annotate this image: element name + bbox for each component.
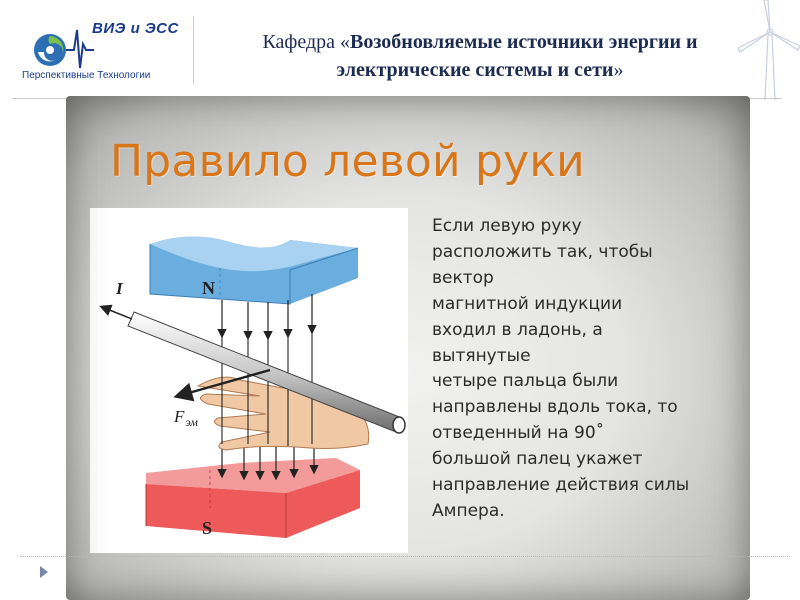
- department-title: [200, 28, 760, 84]
- rule-line: Если левую руку: [432, 216, 582, 236]
- left-hand: [198, 377, 369, 450]
- current-label: I: [116, 279, 123, 298]
- rule-line: магнитной индукции: [432, 293, 623, 314]
- logo-swirl-icon: [28, 22, 94, 70]
- slide-card: [66, 96, 750, 600]
- department-logo: [22, 14, 182, 84]
- rule-line: большой палец укажет: [432, 449, 643, 470]
- south-label: S: [202, 518, 213, 538]
- left-hand-rule-illustration: [90, 208, 408, 553]
- rule-line: четыре пальца были: [432, 371, 619, 392]
- dept-name-line2: электрические системы и сети: [336, 59, 614, 81]
- south-magnet: [146, 458, 360, 538]
- wind-turbine-icon: [738, 0, 800, 100]
- rule-line: вектор: [432, 267, 494, 288]
- slide-title: Правило левой руки: [110, 136, 585, 187]
- rule-line: направление действия силы: [432, 475, 690, 496]
- footer-rule: [20, 556, 790, 557]
- logo-subtitle: Перспективные Технологии: [22, 70, 151, 81]
- header-divider: [193, 16, 194, 84]
- current-conductor: [102, 307, 405, 433]
- rule-line: направлены вдоль тока, то: [432, 397, 678, 418]
- rule-line: отведенный на 90˚: [432, 423, 605, 444]
- rule-line: входил в ладонь, а: [432, 319, 603, 340]
- dept-name-line1: Возобновляемые источники энергии и: [350, 31, 698, 53]
- rule-line: расположить так, чтобы: [432, 241, 653, 262]
- north-label: N: [202, 278, 215, 298]
- force-label: $F_{эм}$: [174, 407, 198, 429]
- rule-line: Ампера.: [432, 500, 505, 521]
- north-magnet: [150, 236, 358, 304]
- logo-title: ВИЭ и ЭСС: [92, 20, 179, 37]
- dept-suffix: »: [613, 59, 624, 81]
- next-slide-arrow-icon[interactable]: [40, 566, 48, 578]
- dept-prefix: Кафедра «: [262, 31, 351, 53]
- rule-line: вытянутые: [432, 345, 531, 366]
- rule-description: [432, 214, 732, 525]
